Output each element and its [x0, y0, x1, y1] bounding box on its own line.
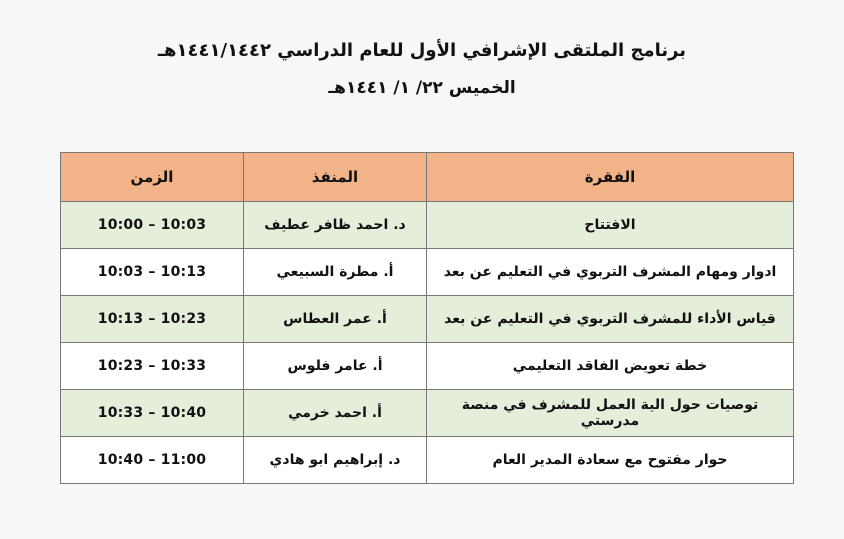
table-header-row [61, 153, 794, 202]
header-item: الفقرة [427, 153, 794, 202]
row-item: قياس الأداء للمشرف التربوي في التعليم عن بعد [427, 296, 794, 343]
document-title: برنامج الملتقى الإشرافي الأول للعام الدراسي ١٤٤١/١٤٤٢هـ [157, 40, 687, 61]
row-time: 10:13 – 10:23 [61, 296, 244, 343]
table-row [61, 390, 794, 437]
row-item: خطة تعويض الفاقد التعليمي [427, 343, 794, 390]
row-time: 10:23 – 10:33 [61, 343, 244, 390]
row-item: ادوار ومهام المشرف التربوي في التعليم عن بعد [427, 249, 794, 296]
row-presenter: أ. عمر العطاس [244, 296, 427, 343]
header-time: الزمن [61, 153, 244, 202]
row-time: 10:40 – 11:00 [61, 437, 244, 484]
row-presenter: د. احمد ظافر عطيف [244, 202, 427, 249]
table-row [61, 437, 794, 484]
row-time: 10:03 – 10:13 [61, 249, 244, 296]
table-row [61, 202, 794, 249]
row-presenter: أ. عامر فلوس [244, 343, 427, 390]
row-presenter: د. إبراهيم ابو هادي [244, 437, 427, 484]
table-row [61, 249, 794, 296]
row-time: 10:00 – 10:03 [61, 202, 244, 249]
header-presenter: المنفذ [244, 153, 427, 202]
row-item: توصيات حول الية العمل للمشرف في منصة مدرستي [427, 390, 794, 437]
schedule-table [60, 152, 794, 484]
document-date: الخميس ٢٢/ ١/ ١٤٤١هـ [328, 78, 516, 98]
row-presenter: أ. مطرة السبيعي [244, 249, 427, 296]
row-presenter: أ. احمد خرمي [244, 390, 427, 437]
row-item: حوار مفتوح مع سعادة المدير العام [427, 437, 794, 484]
row-item: الافتتاح [427, 202, 794, 249]
row-time: 10:33 – 10:40 [61, 390, 244, 437]
table-row [61, 343, 794, 390]
table-row [61, 296, 794, 343]
